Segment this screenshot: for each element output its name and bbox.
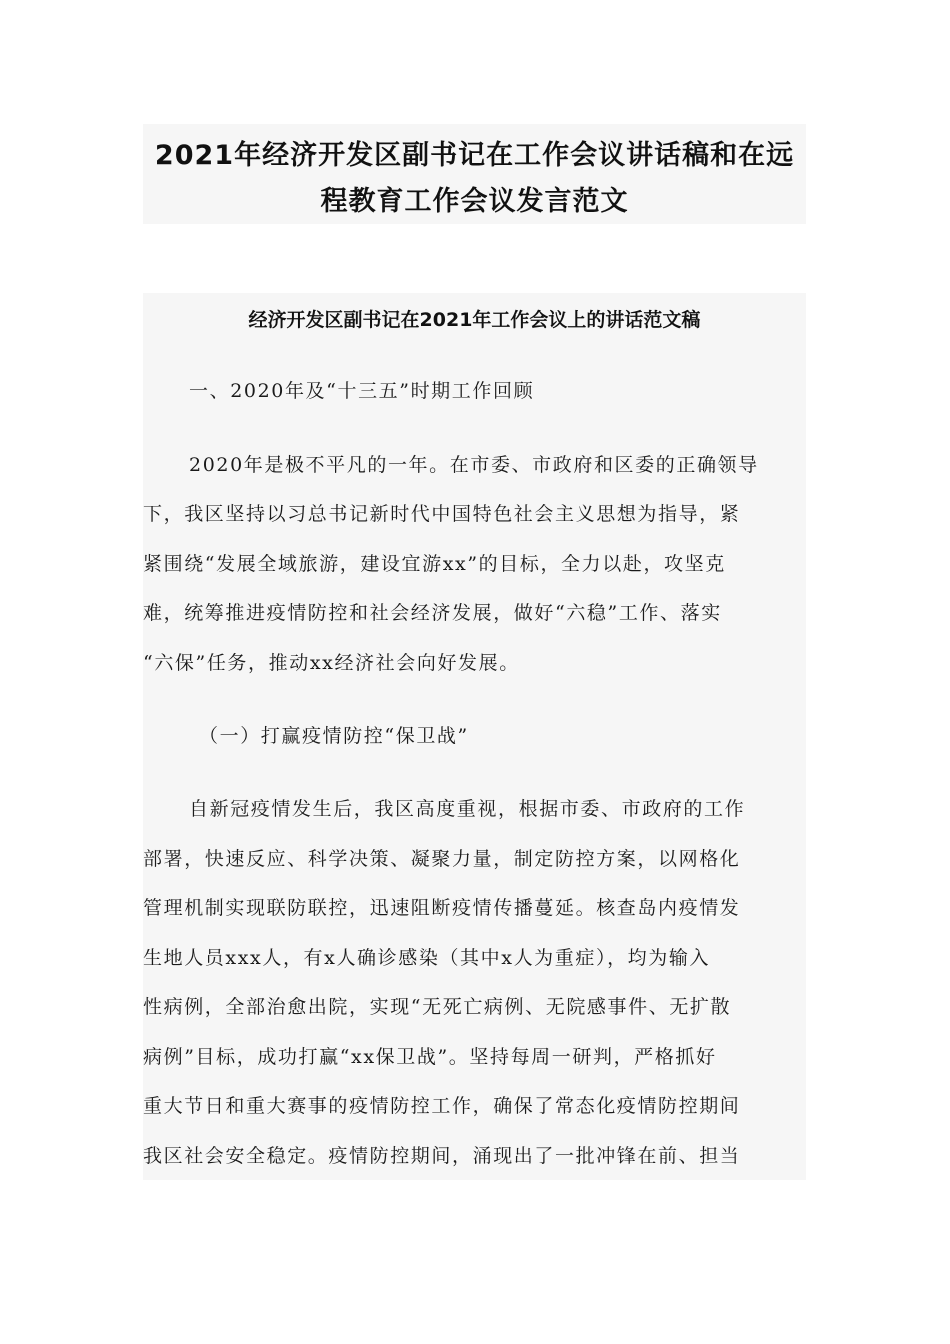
subsection-heading: （一）打赢疫情防控“保卫战” xyxy=(199,725,469,747)
document-title xyxy=(143,124,806,224)
paragraph-line: 重大节日和重大赛事的疫情防控工作，确保了常态化疫情防控期间 xyxy=(143,1095,741,1117)
paragraph-line: 难，统筹推进疫情防控和社会经济发展，做好“六稳”工作、落实 xyxy=(143,602,722,624)
paragraph-line: 部署，快速反应、科学决策、凝聚力量，制定防控方案，以网格化 xyxy=(143,848,741,870)
title-line-2: 程教育工作会议发言范文 xyxy=(320,186,629,217)
paragraph-line: “六保”任务，推动xx经济社会向好发展。 xyxy=(143,652,520,674)
document-body xyxy=(143,293,806,1180)
section-heading: 一、2020年及“十三五”时期工作回顾 xyxy=(189,380,535,402)
paragraph-line: 自新冠疫情发生后，我区高度重视，根据市委、市政府的工作 xyxy=(189,798,746,820)
paragraph-line: 我区社会安全稳定。疫情防控期间，涌现出了一批冲锋在前、担当 xyxy=(143,1145,741,1167)
speech-subtitle: 经济开发区副书记在2021年工作会议上的讲话范文稿 xyxy=(248,309,701,331)
paragraph-line: 性病例，全部治愈出院，实现“无死亡病例、无院感事件、无扩散 xyxy=(143,996,732,1018)
paragraph-line: 管理机制实现联防联控，迅速阻断疫情传播蔓延。核查岛内疫情发 xyxy=(143,897,741,919)
paragraph-line: 下，我区坚持以习总书记新时代中国特色社会主义思想为指导，紧 xyxy=(143,503,741,525)
paragraph-line: 紧围绕“发展全域旅游，建设宜游xx”的目标，全力以赴，攻坚克 xyxy=(143,553,726,575)
paragraph-line: 2020年是极不平凡的一年。在市委、市政府和区委的正确领导 xyxy=(189,454,759,476)
paragraph-line: 生地人员xxx人，有x人确诊感染（其中x人为重症），均为输入 xyxy=(143,947,711,969)
paragraph-line: 病例”目标，成功打赢“xx保卫战”。坚持每周一研判，严格抓好 xyxy=(143,1046,717,1068)
title-line-1: 2021年经济开发区副书记在工作会议讲话稿和在远 xyxy=(154,140,795,171)
